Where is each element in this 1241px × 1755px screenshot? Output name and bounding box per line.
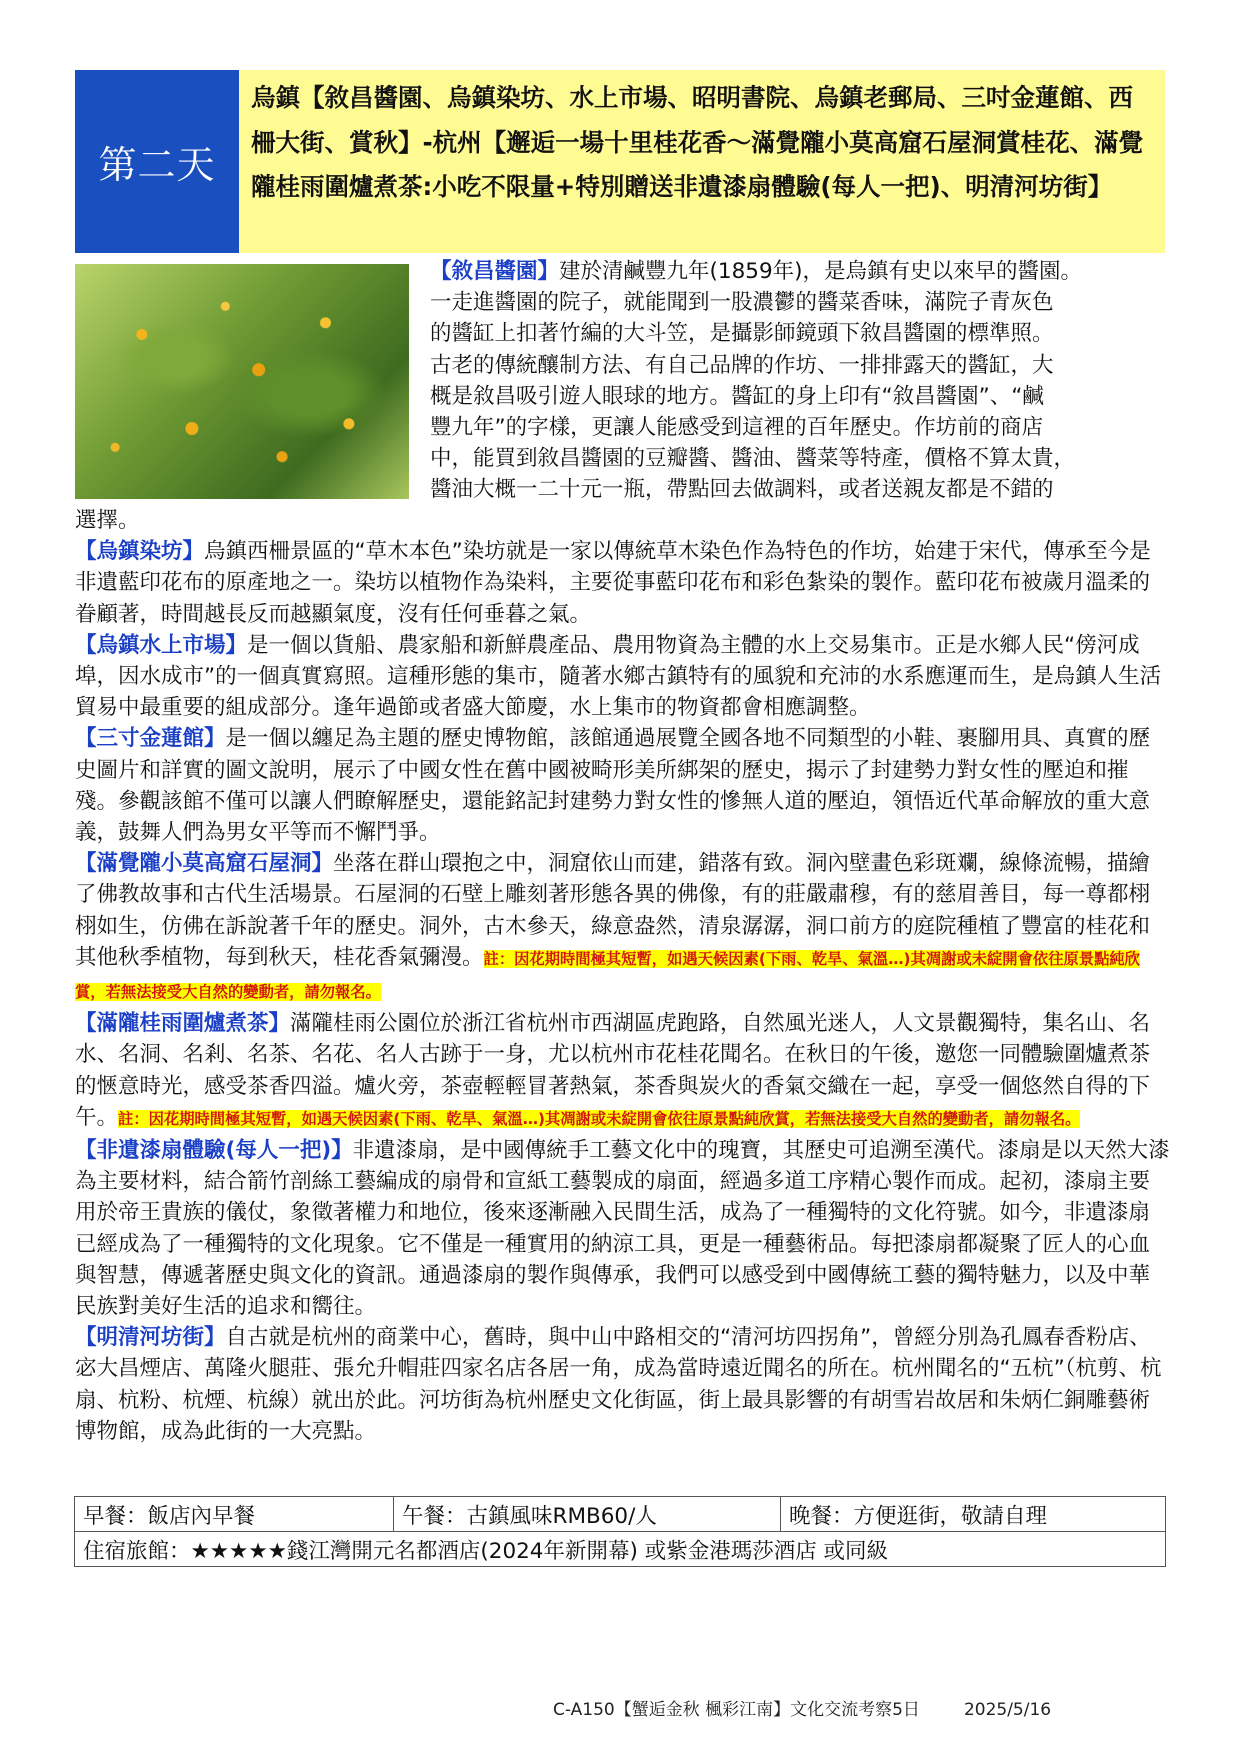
hotel-cell: 住宿旅館：★★★★★錢江灣開元名都酒店(2024年新開幕) 或紫金港瑪莎酒店 或同級: [75, 1532, 1166, 1567]
section-heading: 【烏鎮染坊】: [75, 539, 205, 565]
hefang-street-section: [75, 1322, 1170, 1447]
lunch-cell: 午餐：古鎮風味RMB60/人: [394, 1497, 781, 1532]
day-header: [75, 70, 1165, 253]
lacquer-fan-section: [75, 1135, 1170, 1322]
dinner-cell: 晚餐：方便逛街，敬請自理: [781, 1497, 1166, 1532]
text-line-content: 建於清鹹豐九年(1859年)，是烏鎮有史以來早的醬園。: [559, 259, 1083, 284]
text-line: 醬油大概一二十元一瓶，帶點回去做調料，或者送親友都是不錯的: [430, 477, 1054, 503]
section-text: 自古就是杭州的商業中心，舊時，與中山中路相交的“清河坊四拐角”，曾經分別為孔鳳春香粉店、宓大昌煙店、萬隆火腿莊、張允升帽莊四家名店各居一角，成為當時遠近聞名的所在。杭州聞名的“五杭”（杭剪、杭扇、杭粉、杭煙、杭線）就出於此。河坊街為杭州歷史文化街區，街上最具影響的有胡雪岩故居和朱炳仁銅雕藝術博物館，成為此街的一大亮點。: [75, 1325, 1162, 1444]
section-heading: 【非遺漆扇體驗(每人一把)】: [75, 1138, 353, 1164]
tea-section: [75, 1008, 1170, 1135]
text-line: 概是敘昌吸引遊人眼球的地方。醬缸的身上印有“敘昌醬園”、“鹹: [430, 383, 1044, 409]
section-heading: 【明清河坊街】: [75, 1325, 226, 1351]
hotel-row: [75, 1532, 1166, 1567]
breakfast-cell: 早餐：飯店內早餐: [75, 1497, 394, 1532]
section-text: 滿隴桂雨公園位於浙江省杭州市西湖區虎跑路，自然風光迷人，人文景觀獨特，集名山、名水、名洞、名剎、名茶、名花、名人古跡于一身，尤以杭州市花桂花聞名。在秋日的午後，邀您一同體驗圍爐煮茶的愜意時光，感受茶香四溢。爐火旁，茶壺輕輕冒著熱氣，茶香與炭火的香氣交織在一起，享受一個悠然自得的下午。: [75, 1011, 1151, 1130]
text-line: 的醬缸上扣著竹編的大斗笠，是攝影師鏡頭下敘昌醬園的標準照。: [430, 321, 1054, 347]
section-heading: 【敘昌醬園】: [430, 259, 560, 284]
day-label: 第二天: [75, 70, 239, 253]
section-text: 坐落在群山環抱之中，洞窟依山而建，錯落有致。洞內壁畫色彩斑斕，線條流暢，描繪了佛教故事和古代生活場景。石屋洞的石壁上雕刻著形態各異的佛像，有的莊嚴肅穆，有的慈眉善目，每一尊都栩栩如生，仿佛在訴說著千年的歷史。洞外，古木參天，綠意盎然，清泉潺潺，洞口前方的庭院種植了豐富的桂花和其他秋季植物，每到秋天，桂花香氣彌漫。: [75, 851, 1151, 970]
text-line: 一走進醬園的院子，就能聞到一股濃鬱的醬菜香味，滿院子青灰色: [430, 290, 1054, 316]
osmanthus-photo: [75, 264, 409, 499]
xuchang-tail: 選擇。: [75, 508, 140, 533]
section-heading: 【滿覺隴小莫高窟石屋洞】: [75, 851, 334, 877]
water-market-section: [75, 630, 1170, 724]
section-text: 非遺漆扇，是中國傳統手工藝文化中的瑰寶，其歷史可追溯至漢代。漆扇是以天然大漆為主要材料，結合箭竹剖絲工藝編成的扇骨和宣紙工藝製成的扇面，經過多道工序精心製作而成。起初，漆扇主要用於帝王貴族的儀仗，象徵著權力和地位，後來逐漸融入民間生活，成為了一種獨特的文化符號。如今，非遺漆扇已經成為了一種獨特的文化現象。它不僅是一種實用的納涼工具，更是一種藝術品。每把漆扇都凝聚了匠人的心血與智慧，傳遞著歷史與文化的資訊。通過漆扇的製作與傳承，我們可以感受到中國傳統工藝的獨特魅力，以及中華民族對美好生活的追求和嚮往。: [75, 1138, 1170, 1320]
section-text: 是一個以貨船、農家船和新鮮農產品、農用物資為主體的水上交易集市。正是水鄉人民“傍河成埠，因水成市”的一個真實寫照。這種形態的集市，隨著水鄉古鎮特有的風貌和充沛的水系應運而生，是烏鎮人生活貿易中最重要的組成部分。逢年過節或者盛大節慶，水上集市的物資都會相應調整。: [75, 632, 1162, 721]
section-heading: 【滿隴桂雨圍爐煮茶】: [75, 1011, 291, 1037]
section-text: 是一個以纏足為主題的歷史博物館，該館通過展覽全國各地不同類型的小鞋、裹腳用具、真實的歷史圖片和詳實的圖文說明，展示了中國女性在舊中國被畸形美所綁架的歷史，揭示了封建勢力對女性的壓迫和摧殘。參觀該館不僅可以讓人們瞭解歷史，還能銘記封建勢力對女性的慘無人道的壓迫，領悟近代革命解放的重大意義，鼓舞人們為男女平等而不懈鬥爭。: [75, 726, 1151, 846]
itinerary-body: [75, 505, 1170, 1447]
section-heading: 【三寸金蓮館】: [75, 726, 226, 752]
page-footer: [553, 1695, 1051, 1720]
text-line: 古老的傳統釀制方法、有自己品牌的作坊、一排排露天的醬缸，大: [430, 352, 1054, 378]
tour-code: C-A150【蟹逅金秋 楓彩江南】文化交流考察5日: [553, 1700, 920, 1720]
warning-note: 註：因花期時間極其短暫，如遇天候因素(下雨、乾旱、氣溫…)其凋謝或未綻開會依往原景點純欣賞，若無法接受大自然的變動者，請勿報名。: [118, 1109, 1081, 1128]
meals-row: [75, 1497, 1166, 1532]
text-line: 中，能買到敘昌醬園的豆瓣醬、醬油、醬菜等特產，價格不算太貴，: [430, 446, 1076, 472]
footer-date: 2025/5/16: [963, 1700, 1052, 1720]
section-text: 烏鎮西柵景區的“草木本色”染坊就是一家以傳統草木染色作為特色的作坊，始建于宋代，傳承至今是非遺藍印花布的原產地之一。染坊以植物作為染料，主要從事藍印花布和彩色紮染的製作。藍印花布被歲月溫柔的眷顧著，時間越長反而越顯氣度，沒有任何垂暮之氣。: [75, 539, 1151, 627]
section-heading: 【烏鎮水上市場】: [75, 632, 248, 658]
lotus-museum-section: [75, 723, 1170, 848]
day-title: 烏鎮【敘昌醬園、烏鎮染坊、水上市場、昭明書院、烏鎮老郵局、三吋金蓮館、西柵大街、賞秋】-杭州【邂逅一場十里桂花香～滿覺隴小莫高窟石屋洞賞桂花、滿覺隴桂雨圍爐煮茶:小吃不限量+特別贈送非遺漆扇體驗(每人一把)、明清河坊街】: [239, 70, 1165, 253]
stone-cave-section: [75, 848, 1170, 1008]
warning-note: 註：因花期時間極其短暫，如遇天候因素(下雨、乾旱、氣溫…)其凋謝或未綻開會依往原景點純欣賞，若無法接受大自然的變動者，請勿報名。: [75, 949, 1140, 1002]
text-line: [430, 256, 1170, 287]
text-line: 豐九年”的字樣，更讓人能感受到這裡的百年歷史。作坊前的商店: [430, 414, 1044, 440]
xuchang-section: [430, 256, 1170, 506]
dyehouse-section: [75, 536, 1170, 630]
meals-table: [74, 1496, 1166, 1567]
